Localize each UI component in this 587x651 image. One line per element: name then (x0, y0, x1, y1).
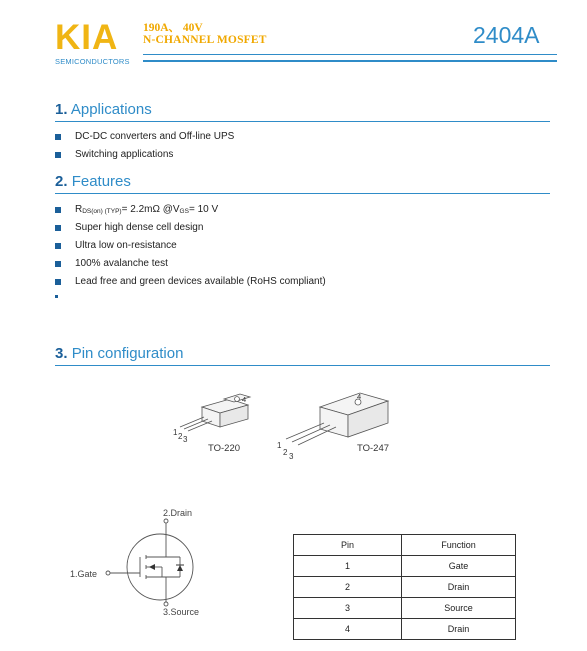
section-number: 2. (55, 173, 68, 190)
gate-label: 1.Gate (70, 569, 98, 579)
to247-pin-2: 2 (283, 448, 288, 457)
to247-pin-3: 3 (289, 452, 294, 461)
bullet-square-icon (55, 261, 61, 267)
table-cell: Gate (402, 556, 516, 577)
header-rule-thin (143, 54, 557, 55)
table-cell: 2 (294, 577, 402, 598)
to220-tab-pin: 4 (242, 395, 247, 404)
package-drawings (160, 385, 420, 465)
applications-rule (55, 121, 550, 122)
table-cell: 1 (294, 556, 402, 577)
table-header-function: Function (402, 535, 516, 556)
to247-pin-1: 1 (277, 441, 282, 450)
section-title-text: Pin configuration (71, 345, 184, 362)
section-title-text: Applications (70, 101, 152, 118)
to220-pin-3: 3 (183, 435, 188, 444)
bullet-square-icon (55, 152, 61, 158)
bullet-square-icon (55, 207, 61, 213)
table-cell: 4 (294, 619, 402, 640)
to247-package-icon (286, 393, 388, 445)
table-cell: 3 (294, 598, 402, 619)
table-row (294, 556, 516, 577)
table-row (294, 619, 516, 640)
features-heading (55, 173, 131, 190)
spec-rating: 190A、 40V (143, 22, 203, 34)
to220-package-icon (180, 394, 250, 431)
bullet-square-icon (55, 134, 61, 140)
company-logo: KIA (55, 18, 119, 57)
drain-label: 2.Drain (163, 508, 193, 518)
device-type: N-CHANNEL MOSFET (143, 34, 267, 46)
to247-label: TO-247 (357, 443, 390, 454)
source-label: 3.Source (163, 607, 200, 617)
to220-label: TO-220 (208, 443, 241, 454)
table-row (294, 577, 516, 598)
table-header-row (294, 535, 516, 556)
mosfet-symbol (100, 505, 220, 620)
table-row (294, 598, 516, 619)
table-header-pin: Pin (294, 535, 402, 556)
section-number: 1. (55, 101, 68, 118)
applications-heading (55, 101, 152, 118)
pin-config-heading (55, 345, 183, 362)
company-tagline: SEMICONDUCTORS (55, 57, 130, 66)
part-number: 2404A (473, 22, 540, 48)
table-cell: Drain (402, 577, 516, 598)
section-title-text: Features (71, 173, 131, 190)
stray-bullet-icon (55, 295, 58, 298)
section-number: 3. (55, 345, 68, 362)
to220-pin-1: 1 (173, 428, 178, 437)
bullet-square-icon (55, 279, 61, 285)
bullet-square-icon (55, 225, 61, 231)
bullet-square-icon (55, 243, 61, 249)
pin-config-rule (55, 365, 550, 366)
to247-tab-pin: 4 (357, 392, 362, 401)
table-cell: Drain (402, 619, 516, 640)
pin-function-table (293, 534, 516, 640)
table-cell: Source (402, 598, 516, 619)
to220-pin-2: 2 (178, 432, 183, 441)
features-rule (55, 193, 550, 194)
header-rule-thick (143, 60, 557, 62)
